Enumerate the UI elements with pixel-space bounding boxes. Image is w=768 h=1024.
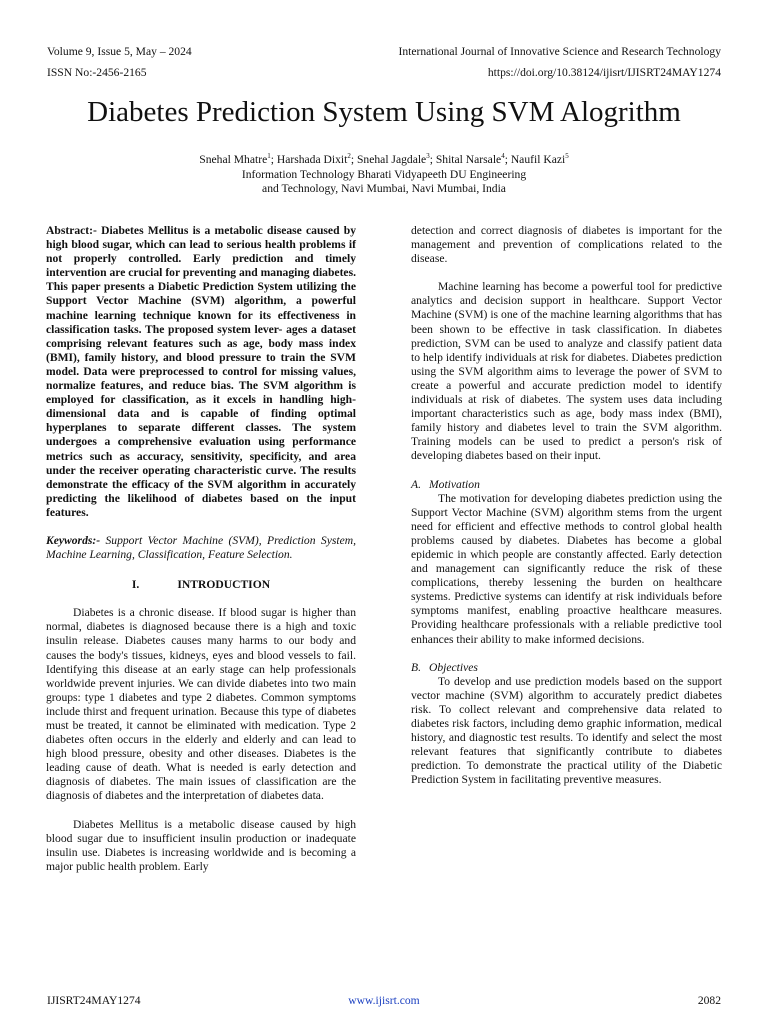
author-affiliation-mark: 4 xyxy=(501,152,505,161)
author-block xyxy=(0,153,768,197)
footer-website-link[interactable]: www.ijisrt.com xyxy=(348,994,420,1007)
subsection-letter: B. xyxy=(411,660,421,674)
motivation-paragraph: The motivation for developing diabetes prediction using the Support Vector Machine (SVM) algorithm stems from the urgent need for efficient and effective methods to control global health problems caused by diabetes. Diabetes has become a global epidemic in which people are constantly affected. Early detection and management can significantly reduce the risk of these complications, thereby lessening the burden on healthcare systems. Predictive systems can identify at risk individuals before symptoms manifest, enabling proactive healthcare measures. Providing healthcare professionals with a reliable predictive tool enhances their ability to make informed decisions. xyxy=(411,491,722,646)
keywords xyxy=(46,534,356,562)
abstract: Abstract:- Diabetes Mellitus is a metabolic disease caused by high blood sugar, which can lead to serious health problems if not properly controlled. Early prediction and timely intervention are crucial for preventing and managing diabetes. This paper presents a Diabetic Prediction System utilizing the Support Vector Machine (SVM) algorithm, a powerful machine learning technique known for its effectiveness in classification tasks. The proposed system lever- ages a dataset comprising relevant features such as age, body mass index (BMI), family history, and blood pressure to train the SVM model. Data were preprocessed to control for missing values, normalize features, and reduce bias. The SVM algorithm is employed for classification, as it excels in handling high-dimensional data and is capable of finding optimal hyperplanes to separate different classes. The system undergoes a comprehensive evaluation using performance metrics such as accuracy, sensitivity, specificity, and area under the receiver operating characteristic curve. The results demonstrate the efficacy of the SVM algorithm in accurately predicting the likelihood of diabetes based on the input features. xyxy=(46,224,356,519)
intro-paragraph-2: Diabetes Mellitus is a metabolic disease caused by high blood sugar due to insufficient insulin production or inadequate insulin use. Diabetes is increasing worldwide and is becoming a major public health problem. Early xyxy=(46,817,356,873)
section-number: I. xyxy=(131,578,140,592)
author-affiliation-mark: 5 xyxy=(565,152,569,161)
affiliation-line-1: Information Technology Bharati Vidyapeeth DU Engineering xyxy=(241,167,527,181)
author-list: Snehal Mhatre$^1$; Harshada Dixit$^2$; Snehal Jagdale$^3$; Shital Narsale$^4$; Naufil Kazi$^5$ xyxy=(199,152,569,166)
subsection-letter: A. xyxy=(411,477,421,491)
author-affiliation-mark: 3 xyxy=(426,152,430,161)
subsection-heading-motivation xyxy=(411,478,722,492)
intro-paragraph-3: Machine learning has become a powerful tool for predictive analytics and decision support in healthcare. Support Vector Machine (SVM) is one of the machine learning algorithms that has been shown to be effective in task classification. In diabetes prediction, SVM can be used to analyze and classify patient data to help identify individuals at risk for diabetes. Diabetes prediction using the SVM algorithm aims to leverage the power of SVM to create a powerful and accurate prediction model to identify individuals at risk of diabetes. The system uses data including important characteristics such as age, body mass index (BMI), family history and diabetes level to train the SVM algorithm. Training models can be used to predict a person's risk of developing diabetes based on their input. xyxy=(411,280,722,463)
objectives-paragraph: To develop and use prediction models based on the support vector machine (SVM) algorithm to accurately predict diabetes risk. To collect relevant and comprehensive data related to diabetes risk factors, including demo graphic information, medical history, and diagnostic test results. To identify and select the most relevant features that significantly contribute to diabetes prediction. To demonstrate the practical utility of the Diabetic Prediction System in facilitating preventive measures. xyxy=(411,674,722,787)
author-name: Snehal Jagdale xyxy=(356,153,427,166)
author-name: Harshada Dixit xyxy=(276,153,348,166)
left-column xyxy=(46,224,356,874)
author-affiliation-mark: 1 xyxy=(267,152,271,161)
author-name: Shital Narsale xyxy=(435,153,502,166)
author-name: Snehal Mhatre xyxy=(199,153,268,166)
author-name: Naufil Kazi xyxy=(510,153,566,166)
paper-title: Diabetes Prediction System Using SVM Alogrithm xyxy=(87,96,681,128)
subsection-title: Objectives xyxy=(428,660,478,674)
author-affiliation-mark: 2 xyxy=(347,152,351,161)
subsection-title: Motivation xyxy=(428,477,480,491)
issn: ISSN No:-2456-2165 xyxy=(47,66,147,79)
footer-page-number: 2082 xyxy=(697,994,721,1007)
keywords-label: Keywords:- xyxy=(46,533,101,547)
journal-name: International Journal of Innovative Science and Research Technology xyxy=(398,45,721,58)
footer-paper-id: IJISRT24MAY1274 xyxy=(47,994,141,1007)
keywords-text: Support Vector Machine (SVM), Prediction System, Machine Learning, Classification, Feature Selection. xyxy=(46,533,356,562)
intro-paragraph-2-continued: detection and correct diagnosis of diabetes is important for the management and prevention of complications related to the disease. xyxy=(411,224,722,266)
affiliation-line-2: and Technology, Navi Mumbai, Navi Mumbai, India xyxy=(262,182,506,196)
section-title: INTRODUCTION xyxy=(177,578,271,592)
intro-paragraph-1: Diabetes is a chronic disease. If blood sugar is higher than normal, diabetes is diagnosed because there is a high and toxic insulin release. Diabetes causes many harms to our body and causes the body's tissues, kidneys, eyes and blood vessels to fail. Identifying this disease at an early stage can help professionals worldwide prevent injuries. We can divide diabetes into two main groups: type 1 diabetes and type 2 diabetes. Common symptoms include thirst and frequent urination. Because this type of diabetes must be treated, it cannot be eliminated with medication. Type 2 diabetes often occurs in the elderly and elderly and can lead to high blood pressure, obesity and other diseases. Diabetes is the leading cause of death. What is needed is early detection and diagnosis of diabetes. The main issues of classification are the diagnosis of diabetes and the interpretation of diabetes data. xyxy=(46,606,356,803)
section-heading-introduction xyxy=(46,578,356,592)
volume-issue: Volume 9, Issue 5, May – 2024 xyxy=(47,45,192,58)
right-column xyxy=(411,224,722,787)
doi-link[interactable]: https://doi.org/10.38124/ijisrt/IJISRT24MAY1274 xyxy=(487,66,721,79)
subsection-heading-objectives xyxy=(411,661,722,675)
